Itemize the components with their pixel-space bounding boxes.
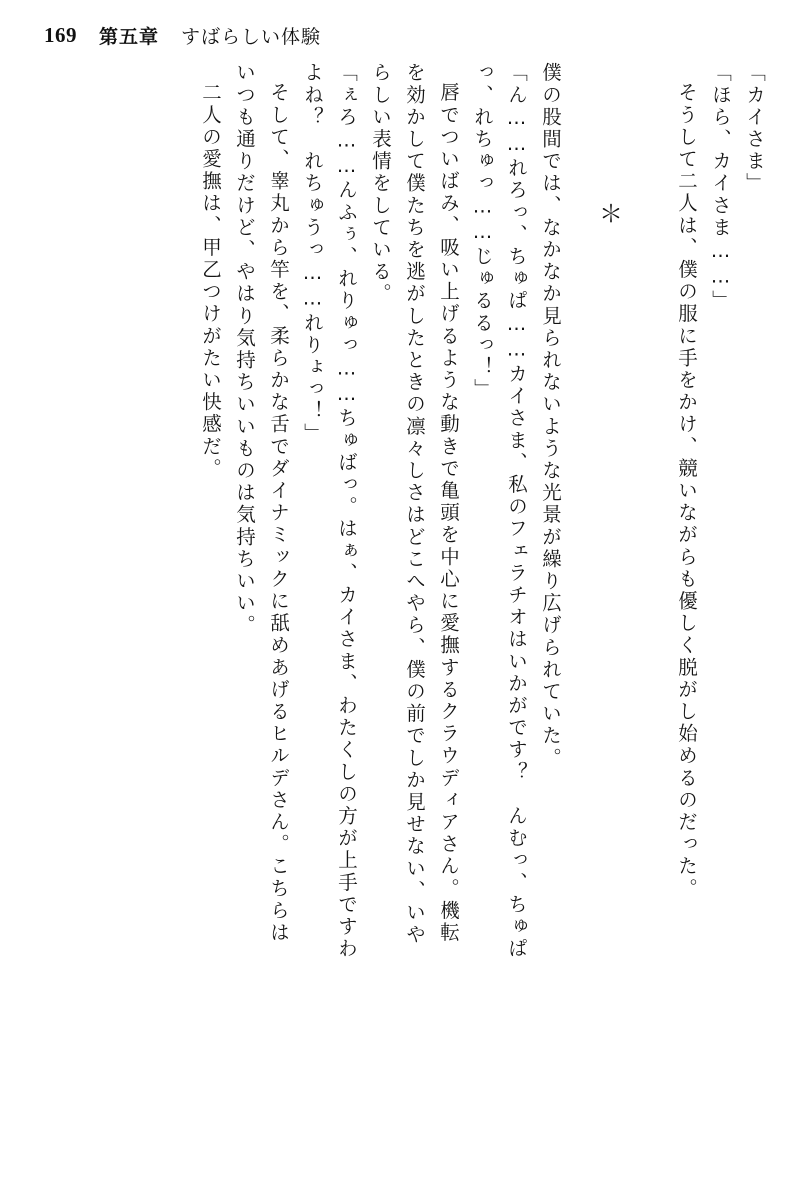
text-column: らしい表情をしている。 [369,62,392,306]
text-column: 「ぇろ……んふぅ、れりゅっ……ちゅばっ。はぁ、カイさま、わたくしの方が上手ですわ [335,62,358,960]
column-gap [560,62,594,1162]
text-column: そして、睾丸から竿を、柔らかな舌でダイナミックに舐めあげるヒルデさん。こちらは [267,82,290,944]
chapter-title: すばらしい体験 [181,25,322,48]
asterisk-icon: ＊ [599,200,623,228]
page-number: 169 [44,22,77,47]
text-column: 唇でついばみ、吸い上げるような動きで亀頭を中心に愛撫するクラウディアさん。機転 [437,82,460,944]
text-column: 「ん……れろっ、ちゅぱ……カイさま、私のフェラチオはいかがです？ んむっ、ちゅぱ [505,62,528,960]
text-column: 僕の股間では、なかなか見られないような光景が繰り広げられていた。 [539,62,562,770]
text-column: そうして二人は、僕の服に手をかけ、競いながらも優しく脱がし始めるのだった。 [675,82,698,900]
text-column: を効かして僕たちを逃がしたときの凛々しさはどこへやら、僕の前でしか見せない、いや [403,62,426,946]
column-gap [628,62,662,1162]
text-column: 二人の愛撫は、甲乙つけがたい快感だ。 [199,82,222,480]
text-column: っ、れちゅっ……じゅるるっ！」 [471,62,494,401]
text-column: 「カイさま」 [743,62,766,195]
page-header [44,18,756,52]
vertical-text-body [40,62,764,1172]
text-column: よね？ れちゅうっ……れりょっ！」 [301,62,324,445]
text-column: いつも通りだけど、やはり気持ちいいものは気持ちいい。 [233,62,256,637]
text-column: 「ほら、カイさま……」 [709,62,732,313]
scene-separator [594,62,628,1162]
chapter-label: 第五章 [99,25,160,48]
